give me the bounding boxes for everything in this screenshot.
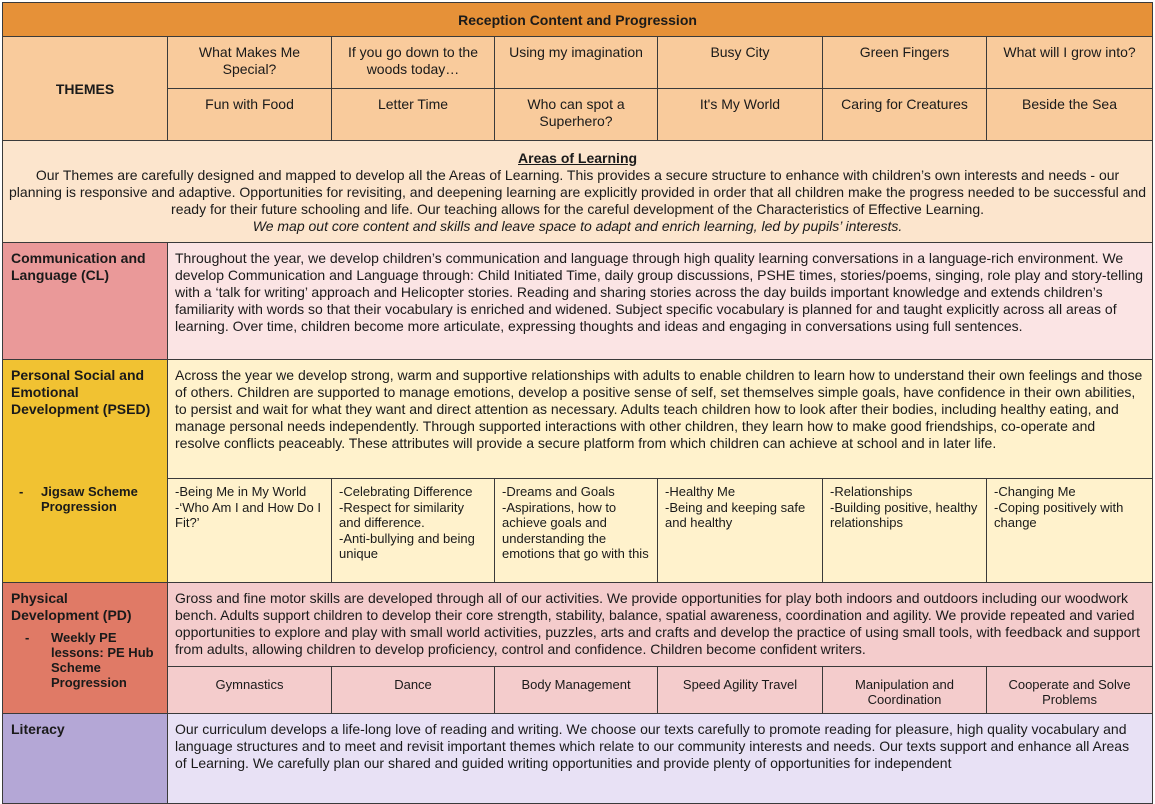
intro-heading: Areas of Learning — [518, 150, 638, 166]
theme-cell: Beside the Sea — [987, 89, 1153, 141]
cl-label: Communication and Language (CL) — [3, 243, 168, 360]
theme-cell: Fun with Food — [168, 89, 332, 141]
pe-strand-cell: Manipulation and Coordination — [823, 667, 987, 714]
jigsaw-cell — [495, 479, 658, 583]
pe-sub-label — [11, 630, 159, 690]
pe-strand-cell: Speed Agility Travel — [658, 667, 823, 714]
pe-sub-dash: - — [25, 630, 30, 645]
pe-strand-cell: Cooperate and Solve Problems — [987, 667, 1153, 714]
jigsaw-line: -Healthy Me — [665, 484, 736, 499]
jigsaw-line: -Respect for similarity and difference. — [339, 499, 464, 530]
jigsaw-line: -Dreams and Goals — [502, 484, 615, 499]
literacy-body: Our curriculum develops a life-long love of reading and writing. We choose our texts carefully to promote reading for pleasure, high quality vocabulary and language structures and to meet and revisit important themes which relate to our community interests and needs. Our texts support and enhance all Areas of Learning. We carefully plan our shared and guided writing opportunities and provide plenty of opportunities for independent — [168, 714, 1153, 804]
jigsaw-line: -Celebrating Difference — [339, 484, 473, 499]
psed-label-cell — [3, 360, 168, 583]
jigsaw-line: -Building positive, healthy relationships — [830, 499, 978, 530]
curriculum-table — [2, 2, 1153, 804]
cl-body: Throughout the year, we develop children’s communication and language through high quality learning conversations in a language-rich environment. We develop Communication and Language through: Child Initiated Time, daily group discussions, PSHE times, stories/poems, singing, role play and story-telling with a ‘talk for writing’ approach and Helicopter stories. Reading and sharing stories across the day builds important knowledge and extends children’s familiarity with words so that their vocabulary is enriched and widened. Subject specific vocabulary is planned for and taught explicitly across all areas of learning. Over time, children become more articulate, expressing thoughts and ideas and engaging in conversations using full sentences. — [168, 243, 1153, 360]
psed-label: Personal Social and Emotional Development (PSED) — [11, 367, 151, 417]
jigsaw-cell — [987, 479, 1153, 583]
theme-cell: Letter Time — [332, 89, 495, 141]
pe-strand-cell: Body Management — [495, 667, 658, 714]
pe-strand-cell: Dance — [332, 667, 495, 714]
jigsaw-line: -‘Who Am I and How Do I Fit?’ — [175, 499, 321, 530]
jigsaw-cell — [332, 479, 495, 583]
jigsaw-sub-text: Jigsaw Scheme Progression — [41, 484, 138, 514]
theme-cell: Busy City — [658, 37, 823, 89]
pd-label: Physical Development (PD) — [11, 590, 132, 623]
theme-cell: Who can spot a Superhero? — [495, 89, 658, 141]
jigsaw-line: -Coping positively with change — [994, 499, 1124, 530]
jigsaw-line: -Relationships — [830, 484, 913, 499]
jigsaw-line: -Anti-bullying and being unique — [339, 530, 475, 561]
theme-cell: What will I grow into? — [987, 37, 1153, 89]
themes-label: THEMES — [3, 37, 168, 141]
pd-label-cell — [3, 583, 168, 714]
pe-sub-text: Weekly PE lessons: PE Hub Scheme Progression — [51, 630, 154, 690]
jigsaw-sub-label — [11, 484, 159, 514]
theme-cell: Caring for Creatures — [823, 89, 987, 141]
literacy-label: Literacy — [3, 714, 168, 804]
page-title: Reception Content and Progression — [3, 3, 1153, 37]
jigsaw-line: -Aspirations, how to achieve goals and understanding the emotions that go with this — [502, 499, 649, 561]
theme-cell: It's My World — [658, 89, 823, 141]
jigsaw-line: -Being Me in My World — [175, 484, 307, 499]
theme-cell: If you go down to the woods today… — [332, 37, 495, 89]
theme-cell: Using my imagination — [495, 37, 658, 89]
jigsaw-cell — [658, 479, 823, 583]
intro-body: Our Themes are carefully designed and mapped to develop all the Areas of Learning. This provides a secure structure to enhance with children’s own interests and needs - our planning is responsive and adaptive. Opportunities for revisiting, and deepening learning are explicitly provided in order that all children make the progress needed to be successful and ready for their future schooling and life. Our teaching allows for the careful development of the Characteristics of Effective Learning. — [9, 167, 1147, 217]
pe-strand-cell: Gymnastics — [168, 667, 332, 714]
intro-italic-note: We map out core content and skills and leave space to adapt and enrich learning, led by pupils’ interests. — [252, 218, 903, 234]
pd-body: Gross and fine motor skills are developed through all of our activities. We provide opportunities for play both indoors and outdoors including our woodwork bench. Adults support children to develop their core strength, stability, balance, spatial awareness, coordination and agility. We provide repeated and varied opportunities to explore and play with small world activities, puzzles, arts and crafts and develop the practice of using small tools, with feedback and support from adults, allowing children to develop proficiency, control and confidence. Children become confident writers. — [168, 583, 1153, 667]
theme-cell: Green Fingers — [823, 37, 987, 89]
jigsaw-line: -Changing Me — [994, 484, 1076, 499]
jigsaw-line: -Being and keeping safe and healthy — [665, 499, 806, 530]
theme-cell: What Makes Me Special? — [168, 37, 332, 89]
jigsaw-cell — [823, 479, 987, 583]
jigsaw-cell — [168, 479, 332, 583]
areas-of-learning-intro — [3, 141, 1153, 243]
jigsaw-sub-dash: - — [19, 484, 24, 499]
psed-body: Across the year we develop strong, warm and supportive relationships with adults to enable children to learn how to understand their own feelings and those of others. Children are supported to manage emotions, develop a positive sense of self, set themselves simple goals, have confidence in their own abilities, to persist and wait for what they want and direct attention as necessary. Adults teach children how to look after their bodies, including healthy eating, and manage personal needs independently. Through supported interactions with other children, they learn how to make good friendships, co-operate and resolve conflicts peaceably. These attributes will provide a secure platform from which children can achieve at school and in later life. — [168, 360, 1153, 479]
